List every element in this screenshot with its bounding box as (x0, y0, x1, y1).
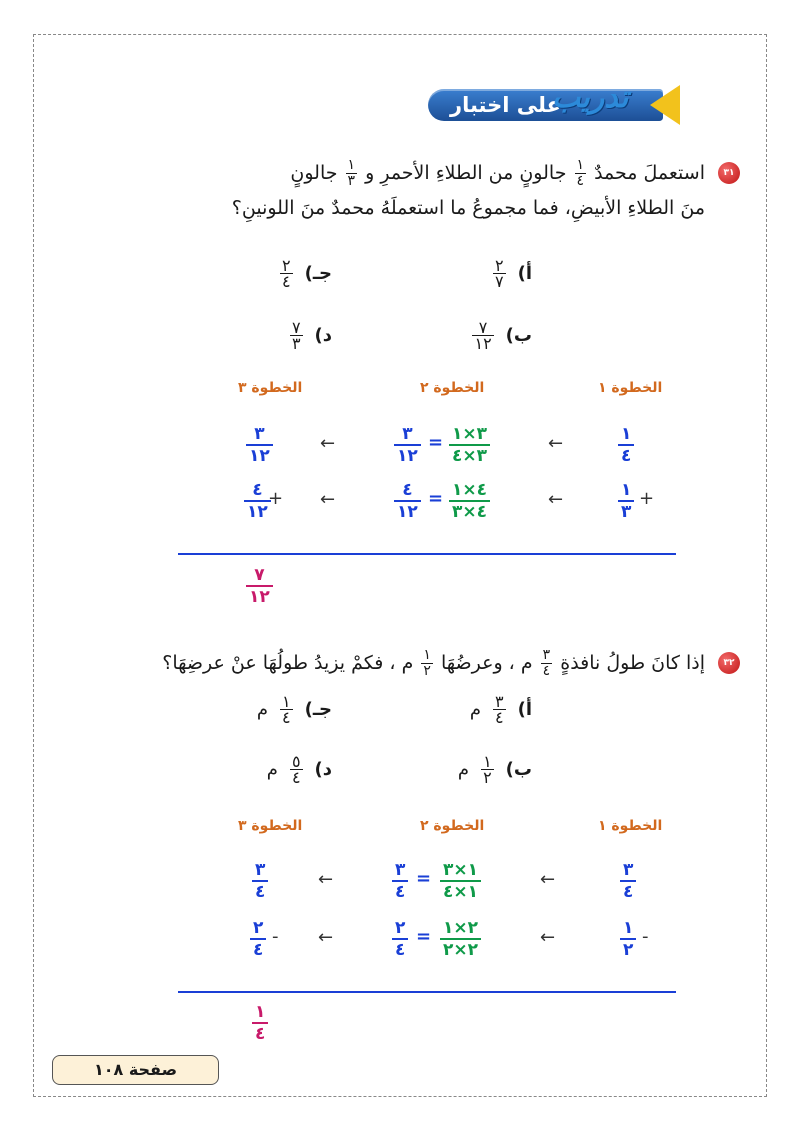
option-b[interactable]: ب) $\frac{٧}{١٢}$ (474, 318, 532, 353)
q31-text-a: استعملَ محمدٌ (594, 162, 705, 184)
plus-sign: + (639, 488, 655, 509)
page-number-label: صفحة ١٠٨ (52, 1055, 219, 1085)
result-fraction: ١ ٤ (252, 1002, 268, 1044)
step3-fraction: ٤ ١٢ (244, 480, 271, 522)
banner-arrow-icon (650, 85, 680, 125)
step3-fraction: ٣ ٤ (252, 860, 268, 902)
equals-sign: = (428, 432, 444, 453)
step1-fraction: ٣ ٤ (620, 860, 636, 902)
multiplier-fraction: ٣×١ ٣×٤ (449, 424, 490, 466)
arrow-icon: ← (540, 927, 556, 948)
step3-fraction: ٣ ١٢ (246, 424, 273, 466)
step1-fraction: ١ ٣ (618, 480, 634, 522)
banner-script-title: تدريب (552, 80, 629, 115)
q31-text-b: جالونٍ من الطلاءِ الأحمرِ و (365, 162, 567, 184)
arrow-icon: ← (320, 433, 336, 454)
arrow-icon: ← (320, 489, 336, 510)
step-2-heading: الخطوة ٢ (420, 380, 485, 396)
difference-line (178, 991, 676, 993)
arrow-icon: ← (548, 489, 564, 510)
option-b[interactable]: ب) $\frac{١}{٢}$ م (457, 752, 532, 787)
question-text-line1 (65, 648, 705, 679)
option-d[interactable]: د) $\frac{٥}{٤}$ م (266, 752, 332, 787)
question-text-line1 (85, 158, 705, 189)
arrow-icon: ← (548, 433, 564, 454)
arrow-icon: ← (318, 869, 334, 890)
question-text-line2: منَ الطلاءِ الأبيضِ، فما مجموعُ ما استعملَهُ محمدٌ منَ اللونينِ؟ (231, 197, 705, 219)
step-2-heading: الخطوة ٢ (420, 818, 485, 834)
step3-fraction: ٢ ٤ (250, 918, 266, 960)
step1-fraction: ١ ٤ (618, 424, 634, 466)
section-banner (410, 80, 670, 130)
option-c[interactable]: جـ) $\frac{١}{٤}$ م (256, 692, 332, 727)
step2-fraction: ٤ ١٢ (394, 480, 421, 522)
banner-title: على اختبار (450, 93, 561, 117)
multiplier-fraction: ٢×١ ٢×٢ (440, 918, 481, 960)
step-1-heading: الخطوة ١ (598, 818, 663, 834)
equals-sign: = (416, 926, 432, 947)
option-a[interactable]: أ) $\frac{٣}{٤}$ م (469, 692, 532, 727)
q31-fraction-2: $\frac{١}{٣}$ (347, 157, 356, 189)
equals-sign: = (416, 868, 432, 889)
equals-sign: = (428, 488, 444, 509)
option-d[interactable]: د) $\frac{٧}{٣}$ (291, 318, 332, 353)
question-number-badge: ٣٢ (718, 652, 740, 674)
plus-sign: + (268, 488, 284, 509)
result-fraction: ٧ ١٢ (246, 565, 273, 607)
option-c[interactable]: جـ) $\frac{٢}{٤}$ (282, 256, 332, 291)
multiplier-fraction: ٤×١ ٤×٣ (449, 480, 490, 522)
q32-fraction-1: $\frac{٣}{٤}$ (542, 647, 551, 679)
q32-fraction-2: $\frac{١}{٢}$ (423, 647, 431, 679)
q31-text-c: جالونٍ (290, 162, 338, 184)
step-3-heading: الخطوة ٣ (238, 380, 303, 396)
sum-line (178, 553, 676, 555)
minus-sign: - (642, 926, 649, 947)
step2-fraction: ٣ ١٢ (394, 424, 421, 466)
question-number-badge: ٣١ (718, 162, 740, 184)
step-3-heading: الخطوة ٣ (238, 818, 303, 834)
step-1-heading: الخطوة ١ (598, 380, 663, 396)
multiplier-fraction: ١×٣ ١×٤ (440, 860, 481, 902)
step1-fraction: ١ ٢ (620, 918, 636, 960)
minus-sign: - (272, 926, 279, 947)
q32-text-b: م ، وعرضُهَا (440, 652, 533, 674)
arrow-icon: ← (318, 927, 334, 948)
q31-fraction-1: $\frac{١}{٤}$ (576, 157, 585, 189)
option-a[interactable]: أ) $\frac{٢}{٧}$ (495, 256, 532, 291)
q32-text-c: م ، فكمْ يزيدُ طولُهَا عنْ عرضِهَا؟ (162, 652, 414, 674)
step2-fraction: ٢ ٤ (392, 918, 408, 960)
arrow-icon: ← (540, 869, 556, 890)
q32-text-a: إذا كانَ طولُ نافذةٍ (560, 652, 705, 674)
step2-fraction: ٣ ٤ (392, 860, 408, 902)
